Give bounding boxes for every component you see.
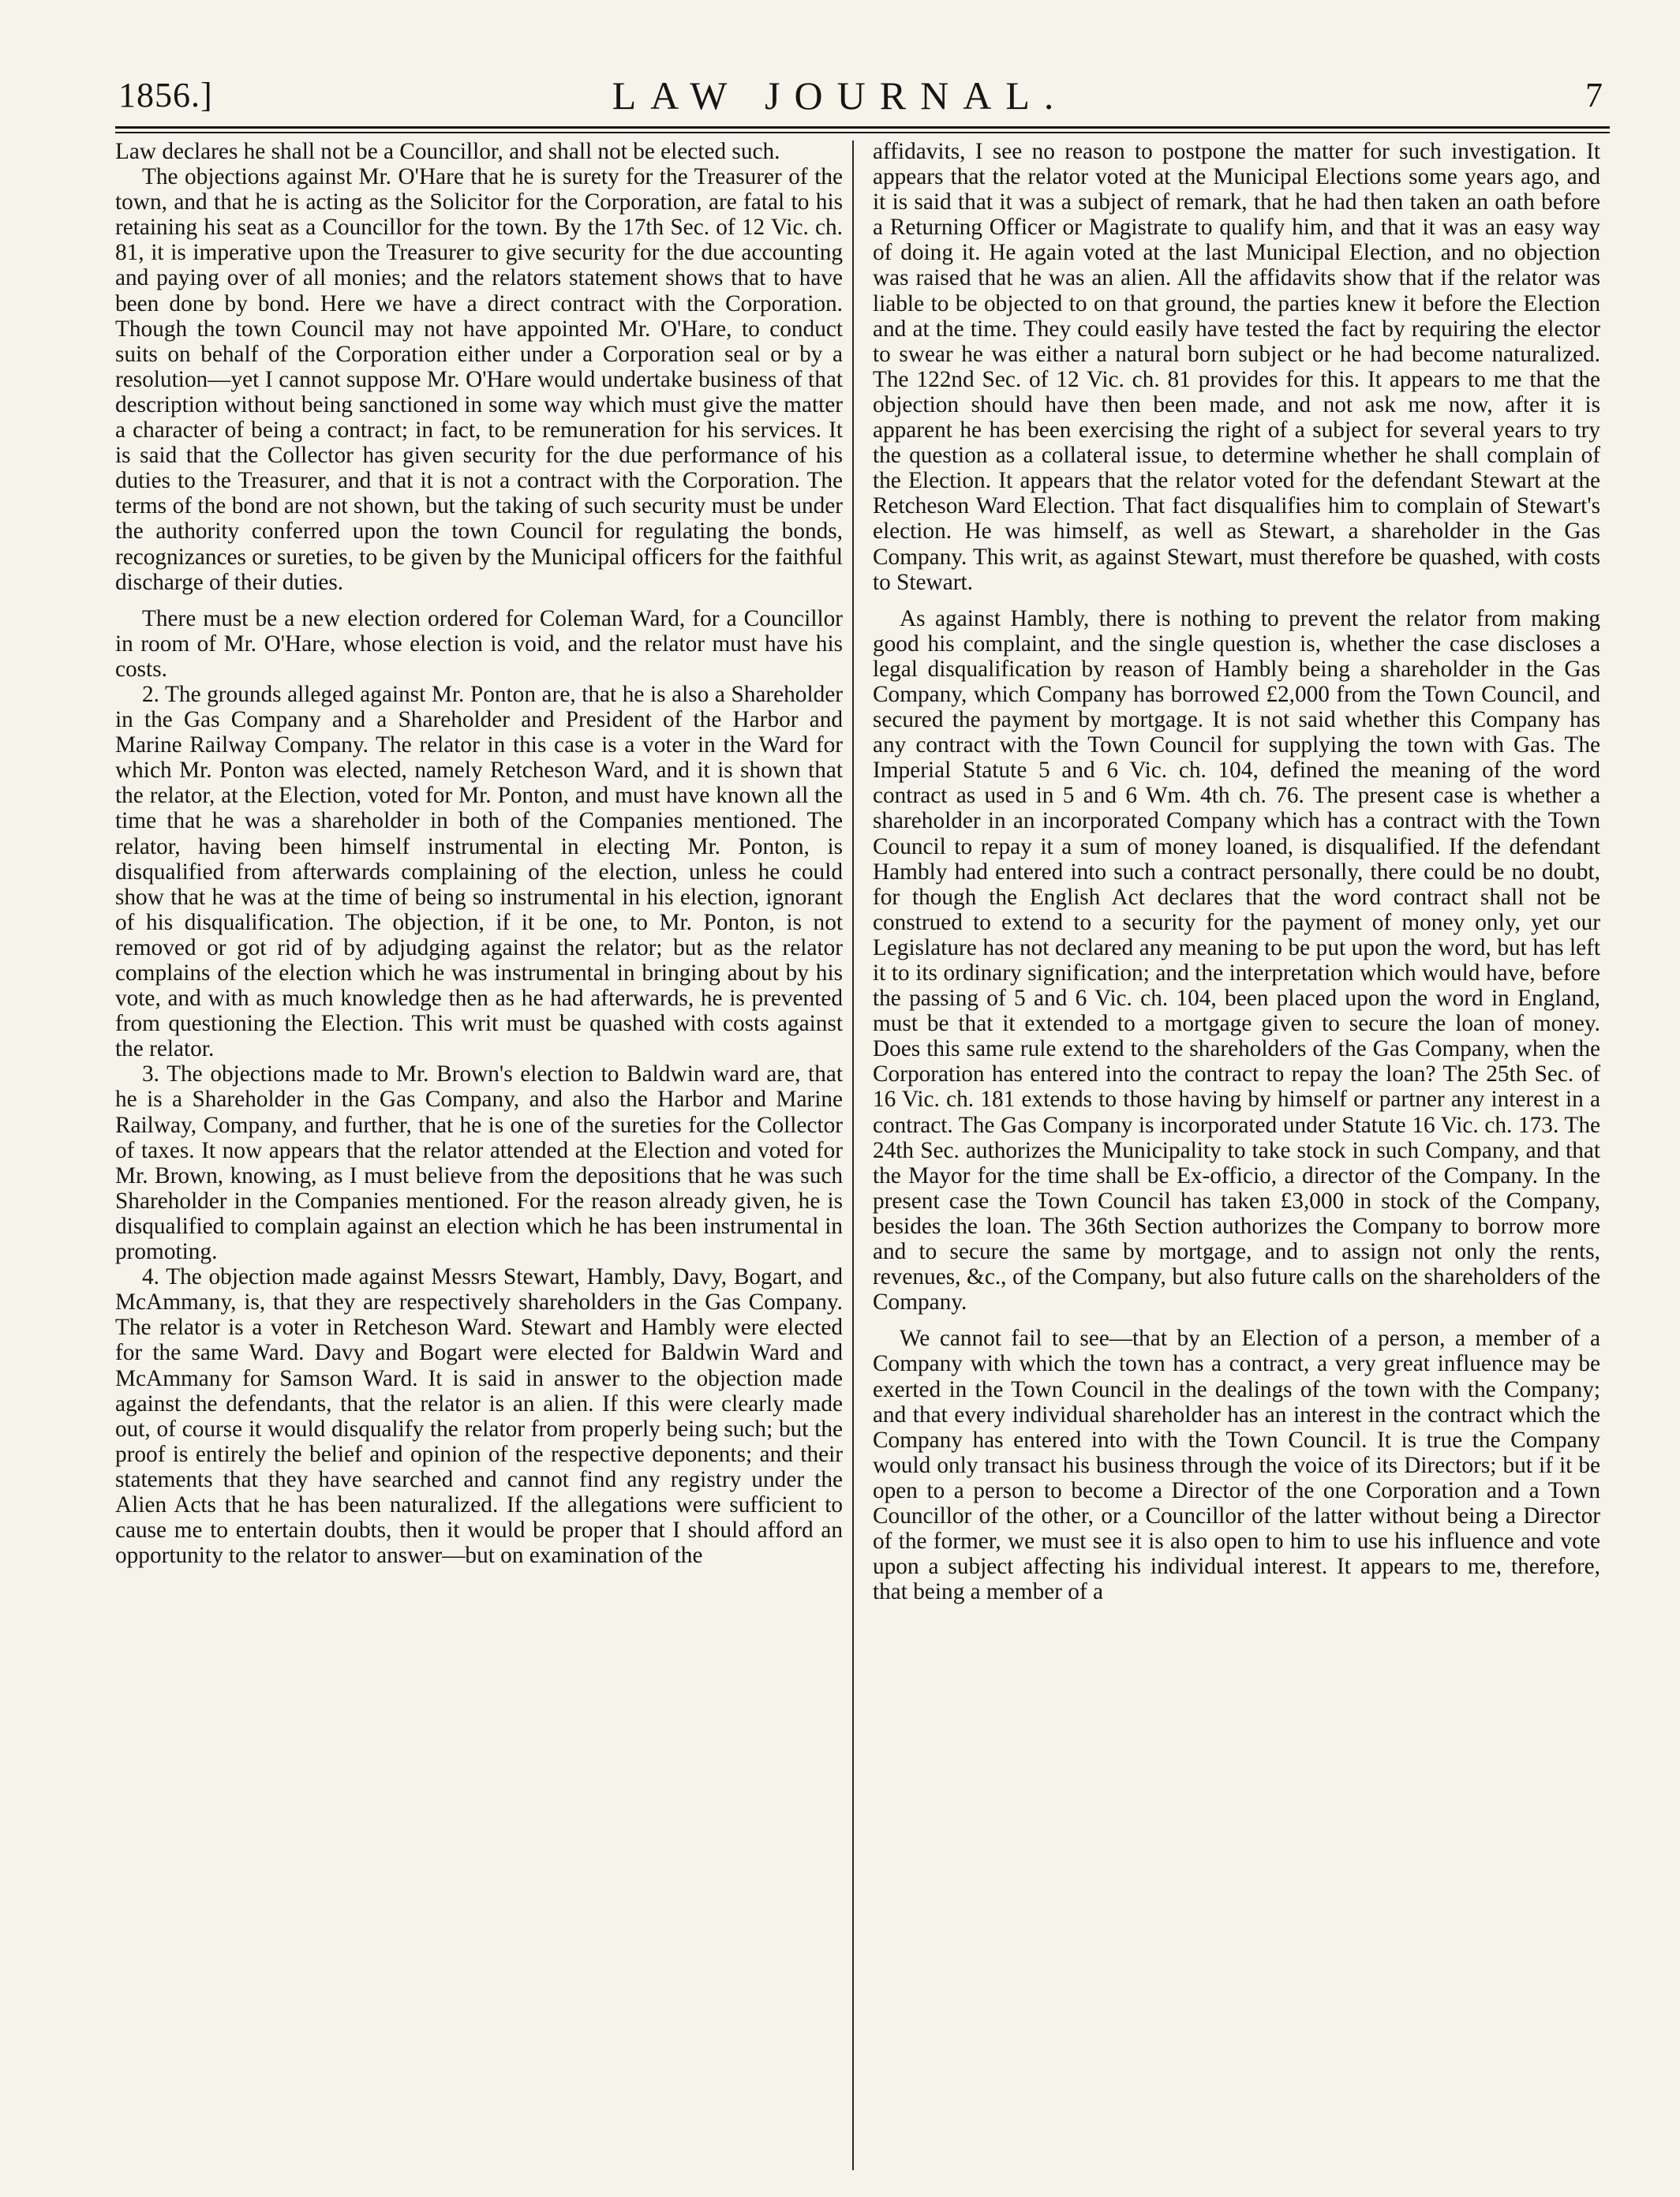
paragraph: We cannot fail to see—that by an Election of a person, a member of a Company with which the town has a contract, a very great influence may be exerted in the Town Council in the dealings of the town with the Company; and that every individual shareholder has an interest in the contract which the Company has entered into with the Town Council. It is true the Company would only transact his business through the voice of its Directors; but if it be open to a person to become a Director of the one Corporation and a Town Councillor of the other, or a Councillor of the latter without being a Director of the former, we must see it is also open to him to use his influence and vote upon a subject affecting his individual interest. It appears to me, therefore, that being a member of a	[873, 1326, 1600, 1605]
paragraph: There must be a new election ordered for Coleman Ward, for a Councillor in room of Mr. O'Hare, whose election is void, and the relator must have his costs.	[115, 605, 843, 682]
paragraph: As against Hambly, there is nothing to prevent the relator from making good his complaint, and the single question is, whether the case discloses a legal disqualification by reason of Hambly being a shareholder in the Gas Company, which Company has borrowed £2,000 from the Town Council, and secured the payment by mortgage. It is not said whether this Company has any contract with the Town Council for supplying the town with Gas. The Imperial Statute 5 and 6 Vic. ch. 104, defined the meaning of the word contract as used in 5 and 6 Wm. 4th ch. 76. The present case is whether a shareholder in an incorporated Company which has a contract with the Town Council to repay it a sum of money loaned, is disqualified. If the defendant Hambly had entered into such a contract personally, there could be no doubt, for though the English Act declares that the word contract shall not be construed to extend to a security for the payment of money only, yet our Legislature has not declared any meaning to be put upon the word, but has left it to its ordinary signification; and the interpretation which would have, before the passing of 5 and 6 Vic. ch. 104, been placed upon the word in England, must be that it extended to a mortgage given to secure the loan of money. Does this same rule extend to the shareholders of the Gas Company, when the Corporation has entered into the contract to repay the loan? The 25th Sec. of 16 Vic. ch. 181 extends to those having by himself or partner any interest in a contract. The Gas Company is incorporated under Statute 16 Vic. ch. 173. The 24th Sec. authorizes the Municipality to take stock in such Company, and that the Mayor for the time shall be Ex-officio, a director of the Company. In the present case the Town Council has taken £3,000 in stock of the Company, besides the loan. The 36th Section authorizes the Company to borrow more and to secure the same by mortgage, and to assign not only the rents, revenues, &c., of the Company, but also future calls on the shareholders of the Company.	[873, 605, 1600, 1316]
left-column	[115, 139, 843, 1568]
header-year: 1856.]	[118, 76, 213, 114]
paragraph: affidavits, I see no reason to postpone the matter for such investigation. It appears that the relator voted at the Municipal Elections some years ago, and it is said that it was a subject of remark, that he had then taken an oath before a Returning Officer or Magistrate to qualify him, and that it was an easy way of doing it. He again voted at the last Municipal Election, and no objection was raised that he was an alien. All the affidavits show that if the relator was liable to be objected to on that ground, the parties knew it before the Election and at the time. They could easily have tested the fact by requiring the elector to swear he was either a natural born subject or he had become naturalized. The 122nd Sec. of 12 Vic. ch. 81 provides for this. It appears to me that the objection should have then been made, and not ask me now, after it is apparent he has been exercising the right of a subject for several years to try the question as a collateral issue, to determine whether he shall complain of the Election. It appears that the relator voted for the defendant Stewart at the Retcheson Ward Election. That fact disqualifies him to complain of Stewart's election. He was himself, as well as Stewart, a shareholder in the Gas Company. This writ, as against Stewart, must therefore be quashed, with costs to Stewart.	[873, 139, 1600, 595]
paragraph: 2. The grounds alleged against Mr. Ponton are, that he is also a Shareholder in the Gas Company and a Shareholder and President of the Harbor and Marine Railway Company. The relator in this case is a voter in the Ward for which Mr. Ponton was elected, namely Retcheson Ward, and it is shown that the relator, at the Election, voted for Mr. Ponton, and must have known all the time that he was a shareholder in both of the Companies mentioned. The relator, having been himself instrumental in electing Mr. Ponton, is disqualified from afterwards complaining of the election, unless he could show that he was at the time of being so instrumental in his election, ignorant of his disqualification. The objection, if it be one, to Mr. Ponton, is not removed or got rid of by adjudging against the relator; but as the relator complains of the election which he was instrumental in bringing about by his vote, and with as much knowledge then as he had afterwards, he is prevented from questioning the Election. This writ must be quashed with costs against the relator.	[115, 681, 843, 1062]
paragraph: 4. The objection made against Messrs Stewart, Hambly, Davy, Bogart, and McAmmany, is, that they are respectively shareholders in the Gas Company. The relator is a voter in Retcheson Ward. Stewart and Hambly were elected for the same Ward. Davy and Bogart were elected for Baldwin Ward and McAmmany for Samson Ward. It is said in answer to the objection made against the defendants, that the relator is an alien. If this were clearly made out, of course it would disqualify the relator from properly being such; but the proof is entirely the belief and opinion of the respective deponents; and their statements that they have searched and cannot find any registry under the Alien Acts that he has been naturalized. If the allegations were sufficient to cause me to entertain doubts, then it would be proper that I should afford an opportunity to the relator to answer—but on examination of the	[115, 1264, 843, 1569]
paragraph: The objections against Mr. O'Hare that he is surety for the Treasurer of the town, and that he is acting as the Solicitor for the Corporation, are fatal to his retaining his seat as a Councillor for the town. By the 17th Sec. of 12 Vic. ch. 81, it is imperative upon the Treasurer to give security for the due accounting and paying over of all monies; and the relators statement shows that to have been done by bond. Here we have a direct contract with the Corporation. Though the town Council may not have appointed Mr. O'Hare, to conduct suits on behalf of the Corporation either under a Corporation seal or by a resolution—yet I cannot suppose Mr. O'Hare would undertake business of that description without being sanctioned in some way which must give the matter a character of being a contract; in fact, to be remuneration for his services. It is said that the Collector has given security for the due performance of his duties to the Treasurer, and that it is not a contract with the Corporation. The terms of the bond are not shown, but the taking of such security must be under the authority conferred upon the town Council for regulating the bonds, recognizances or sureties, to be given by the Municipal officers for the faithful discharge of their duties.	[115, 164, 843, 595]
right-column	[873, 139, 1600, 1604]
paragraph: Law declares he shall not be a Councillor, and shall not be elected such.	[115, 139, 780, 164]
header-rule	[115, 126, 1610, 129]
header-title: LAW JOURNAL.	[612, 73, 1068, 118]
header-rule-thin	[115, 132, 1610, 133]
page-number: 7	[1585, 76, 1603, 114]
column-divider	[852, 140, 854, 2170]
paragraph: 3. The objections made to Mr. Brown's election to Baldwin ward are, that he is a Shareholder in the Gas Company, and also the Harbor and Marine Railway, Company, and further, that he is one of the sureties for the Collector of taxes. It now appears that the relator attended at the Election and voted for Mr. Brown, knowing, as I must believe from the depositions that he was such Shareholder in the Companies mentioned. For the reason already given, he is disqualified to complain against an election which he has been instrumental in promoting.	[115, 1061, 843, 1265]
